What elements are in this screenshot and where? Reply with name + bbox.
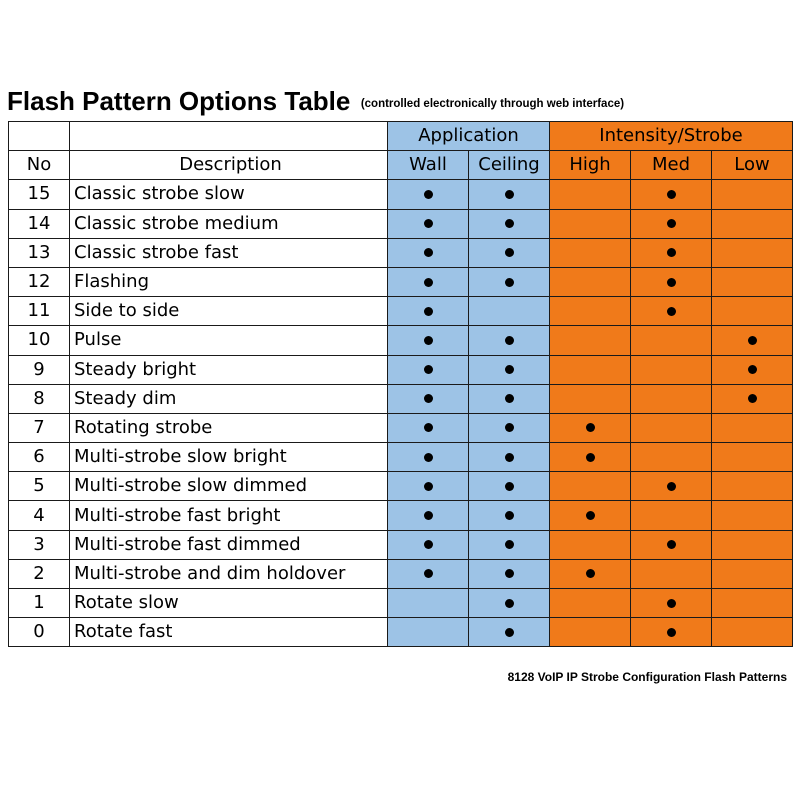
- ceiling-dot-icon: [505, 628, 514, 637]
- row-number: 1: [9, 589, 70, 618]
- row-description: Flashing: [70, 267, 388, 296]
- cell-ceiling: [469, 443, 550, 472]
- ceiling-dot-icon: [505, 453, 514, 462]
- high-dot-icon: [586, 569, 595, 578]
- wall-dot-icon: [424, 248, 433, 257]
- ceiling-dot-icon: [505, 423, 514, 432]
- med-dot-icon: [667, 278, 676, 287]
- row-description: Steady bright: [70, 355, 388, 384]
- ceiling-dot-icon: [505, 511, 514, 520]
- wall-dot-icon: [424, 336, 433, 345]
- cell-wall: [388, 238, 469, 267]
- table-row: [9, 355, 793, 384]
- cell-wall: [388, 180, 469, 209]
- flash-pattern-table: [8, 121, 793, 647]
- cell-ceiling: [469, 472, 550, 501]
- row-number: 9: [9, 355, 70, 384]
- cell-wall: [388, 267, 469, 296]
- wall-dot-icon: [424, 394, 433, 403]
- cell-wall: [388, 618, 469, 647]
- cell-low: [712, 413, 793, 442]
- row-description: Steady dim: [70, 384, 388, 413]
- cell-wall: [388, 530, 469, 559]
- table-row: [9, 384, 793, 413]
- cell-low: [712, 267, 793, 296]
- cell-med: [631, 267, 712, 296]
- ceiling-dot-icon: [505, 482, 514, 491]
- cell-med: [631, 589, 712, 618]
- header-intensity-strobe: Intensity/Strobe: [550, 122, 793, 151]
- ceiling-dot-icon: [505, 190, 514, 199]
- wall-dot-icon: [424, 190, 433, 199]
- wall-dot-icon: [424, 307, 433, 316]
- table-row: [9, 501, 793, 530]
- cell-med: [631, 559, 712, 588]
- header-low: Low: [712, 151, 793, 180]
- cell-high: [550, 297, 631, 326]
- cell-low: [712, 326, 793, 355]
- row-number: 11: [9, 297, 70, 326]
- wall-dot-icon: [424, 482, 433, 491]
- cell-high: [550, 355, 631, 384]
- cell-low: [712, 530, 793, 559]
- table-row: [9, 530, 793, 559]
- cell-wall: [388, 559, 469, 588]
- cell-med: [631, 618, 712, 647]
- ceiling-dot-icon: [505, 569, 514, 578]
- table-row: [9, 589, 793, 618]
- cell-low: [712, 472, 793, 501]
- cell-ceiling: [469, 559, 550, 588]
- cell-med: [631, 297, 712, 326]
- cell-high: [550, 326, 631, 355]
- row-number: 0: [9, 618, 70, 647]
- high-dot-icon: [586, 453, 595, 462]
- table-row: [9, 443, 793, 472]
- cell-ceiling: [469, 267, 550, 296]
- row-description: Rotate slow: [70, 589, 388, 618]
- cell-med: [631, 384, 712, 413]
- cell-low: [712, 559, 793, 588]
- cell-wall: [388, 413, 469, 442]
- med-dot-icon: [667, 628, 676, 637]
- low-dot-icon: [748, 336, 757, 345]
- med-dot-icon: [667, 190, 676, 199]
- row-description: Classic strobe fast: [70, 238, 388, 267]
- cell-med: [631, 472, 712, 501]
- header-description: Description: [70, 151, 388, 180]
- row-description: Multi-strobe fast dimmed: [70, 530, 388, 559]
- cell-low: [712, 443, 793, 472]
- table-row: [9, 413, 793, 442]
- row-description: Rotate fast: [70, 618, 388, 647]
- cell-high: [550, 589, 631, 618]
- page-subtitle: (controlled electronically through web interface): [360, 98, 625, 110]
- table-row: [9, 267, 793, 296]
- header-blank-description: [70, 122, 388, 151]
- cell-high: [550, 530, 631, 559]
- row-description: Pulse: [70, 326, 388, 355]
- cell-med: [631, 443, 712, 472]
- row-number: 6: [9, 443, 70, 472]
- ceiling-dot-icon: [505, 248, 514, 257]
- med-dot-icon: [667, 307, 676, 316]
- cell-low: [712, 209, 793, 238]
- header-row-columns: [9, 151, 793, 180]
- cell-high: [550, 209, 631, 238]
- cell-med: [631, 413, 712, 442]
- header-no: No: [9, 151, 70, 180]
- ceiling-dot-icon: [505, 599, 514, 608]
- row-number: 2: [9, 559, 70, 588]
- cell-med: [631, 209, 712, 238]
- cell-low: [712, 180, 793, 209]
- ceiling-dot-icon: [505, 365, 514, 374]
- cell-wall: [388, 443, 469, 472]
- ceiling-dot-icon: [505, 278, 514, 287]
- table-row: [9, 238, 793, 267]
- header-med: Med: [631, 151, 712, 180]
- cell-ceiling: [469, 355, 550, 384]
- med-dot-icon: [667, 482, 676, 491]
- row-description: Multi-strobe slow bright: [70, 443, 388, 472]
- med-dot-icon: [667, 219, 676, 228]
- row-number: 5: [9, 472, 70, 501]
- row-number: 7: [9, 413, 70, 442]
- wall-dot-icon: [424, 278, 433, 287]
- header-blank-no: [9, 122, 70, 151]
- table-row: [9, 326, 793, 355]
- header-ceiling: Ceiling: [469, 151, 550, 180]
- med-dot-icon: [667, 540, 676, 549]
- med-dot-icon: [667, 248, 676, 257]
- med-dot-icon: [667, 599, 676, 608]
- cell-ceiling: [469, 238, 550, 267]
- row-description: Rotating strobe: [70, 413, 388, 442]
- cell-ceiling: [469, 209, 550, 238]
- wall-dot-icon: [424, 423, 433, 432]
- cell-high: [550, 559, 631, 588]
- cell-low: [712, 384, 793, 413]
- cell-low: [712, 501, 793, 530]
- row-number: 8: [9, 384, 70, 413]
- table-row: [9, 559, 793, 588]
- wall-dot-icon: [424, 219, 433, 228]
- header-application: Application: [388, 122, 550, 151]
- cell-high: [550, 472, 631, 501]
- cell-med: [631, 326, 712, 355]
- row-description: Multi-strobe and dim holdover: [70, 559, 388, 588]
- cell-wall: [388, 589, 469, 618]
- row-number: 3: [9, 530, 70, 559]
- cell-low: [712, 355, 793, 384]
- wall-dot-icon: [424, 511, 433, 520]
- row-number: 14: [9, 209, 70, 238]
- cell-wall: [388, 326, 469, 355]
- cell-high: [550, 618, 631, 647]
- cell-ceiling: [469, 384, 550, 413]
- cell-med: [631, 238, 712, 267]
- table-row: [9, 297, 793, 326]
- table-body: [9, 122, 793, 647]
- page-title: Flash Pattern Options Table: [7, 86, 351, 116]
- row-number: 13: [9, 238, 70, 267]
- cell-high: [550, 384, 631, 413]
- cell-low: [712, 238, 793, 267]
- cell-med: [631, 180, 712, 209]
- row-description: Classic strobe slow: [70, 180, 388, 209]
- ceiling-dot-icon: [505, 540, 514, 549]
- row-number: 10: [9, 326, 70, 355]
- cell-wall: [388, 355, 469, 384]
- ceiling-dot-icon: [505, 219, 514, 228]
- header-high: High: [550, 151, 631, 180]
- cell-wall: [388, 384, 469, 413]
- ceiling-dot-icon: [505, 336, 514, 345]
- cell-low: [712, 297, 793, 326]
- footer-caption: 8128 VoIP IP Strobe Configuration Flash Patterns: [507, 670, 787, 684]
- cell-ceiling: [469, 501, 550, 530]
- cell-ceiling: [469, 589, 550, 618]
- table-row: [9, 618, 793, 647]
- cell-ceiling: [469, 180, 550, 209]
- title-block: [7, 86, 624, 117]
- high-dot-icon: [586, 511, 595, 520]
- cell-med: [631, 501, 712, 530]
- cell-ceiling: [469, 297, 550, 326]
- cell-high: [550, 443, 631, 472]
- row-description: Classic strobe medium: [70, 209, 388, 238]
- wall-dot-icon: [424, 540, 433, 549]
- row-number: 15: [9, 180, 70, 209]
- ceiling-dot-icon: [505, 394, 514, 403]
- row-description: Multi-strobe fast bright: [70, 501, 388, 530]
- cell-low: [712, 589, 793, 618]
- cell-high: [550, 501, 631, 530]
- cell-wall: [388, 297, 469, 326]
- table-row: [9, 180, 793, 209]
- cell-high: [550, 413, 631, 442]
- cell-wall: [388, 209, 469, 238]
- header-wall: Wall: [388, 151, 469, 180]
- table-row: [9, 209, 793, 238]
- wall-dot-icon: [424, 453, 433, 462]
- cell-ceiling: [469, 530, 550, 559]
- cell-high: [550, 267, 631, 296]
- cell-med: [631, 355, 712, 384]
- wall-dot-icon: [424, 365, 433, 374]
- table-row: [9, 472, 793, 501]
- cell-med: [631, 530, 712, 559]
- high-dot-icon: [586, 423, 595, 432]
- cell-high: [550, 238, 631, 267]
- header-row-groups: [9, 122, 793, 151]
- cell-high: [550, 180, 631, 209]
- wall-dot-icon: [424, 569, 433, 578]
- cell-wall: [388, 472, 469, 501]
- row-description: Side to side: [70, 297, 388, 326]
- cell-ceiling: [469, 326, 550, 355]
- cell-low: [712, 618, 793, 647]
- low-dot-icon: [748, 365, 757, 374]
- row-number: 4: [9, 501, 70, 530]
- row-description: Multi-strobe slow dimmed: [70, 472, 388, 501]
- low-dot-icon: [748, 394, 757, 403]
- row-number: 12: [9, 267, 70, 296]
- cell-wall: [388, 501, 469, 530]
- cell-ceiling: [469, 618, 550, 647]
- cell-ceiling: [469, 413, 550, 442]
